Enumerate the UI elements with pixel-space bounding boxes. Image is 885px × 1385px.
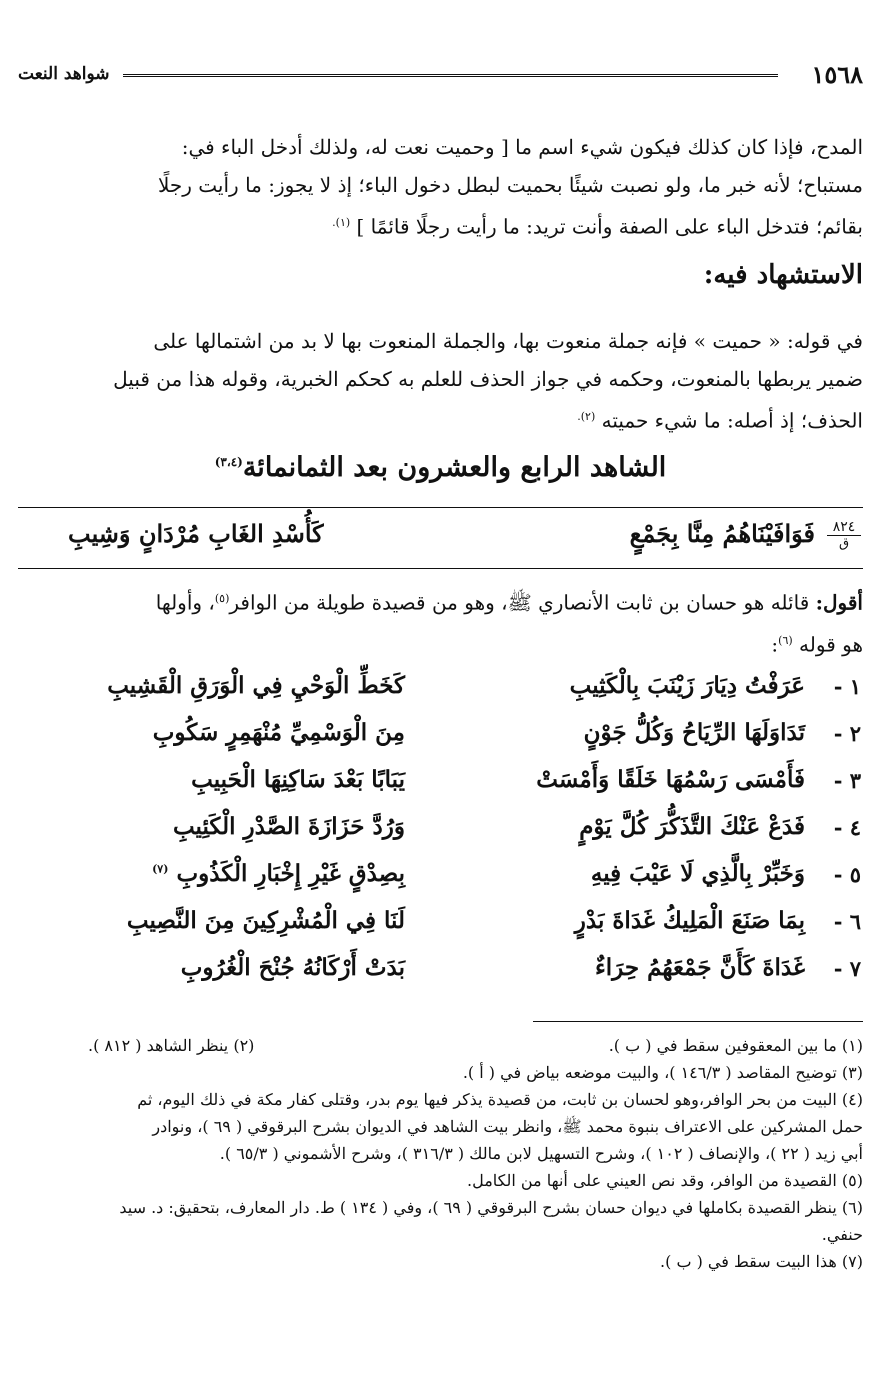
text-line: الحذف؛ إذ أصله: ما شيء حميته $^{(٢).}$ <box>577 408 863 433</box>
hemistich-second: لَنَا فِي الْمُشْرِكِينَ مِنَ النَّصِيبِ <box>126 907 405 934</box>
poem-line <box>18 813 863 860</box>
hemistich-second: كَأُسْدِ الغَابِ مُرْدَانٍ وَشِيبِ <box>68 519 324 548</box>
hemistich-second: مِنَ الْوَسْمِيِّ مُنْهَمِرٍ سَكُوبِ <box>152 719 405 746</box>
hemistich-second: بَدَتْ أَرْكَانُهُ جُنْحَ الْغُرُوبِ <box>180 954 405 981</box>
footnote-row <box>18 1032 863 1059</box>
main-verse <box>18 515 863 563</box>
hemistich-first: عَرَفْتُ دِيَارَ زَيْنَبَ بِالْكَثِيبِ <box>569 672 805 699</box>
poem-line <box>18 954 863 1001</box>
footnote-ref: (٧) <box>152 862 169 876</box>
line-number: ٤ - <box>833 815 861 840</box>
verse-number: ٨٢٤ ق <box>827 519 861 552</box>
footnote-7: (٧) هذا البيت سقط في ( ب ). <box>660 1252 863 1271</box>
line-number: ٣ - <box>833 768 861 793</box>
text-line: المدح، فإذا كان كذلك فيكون شيء اسم ما [ وحميت نعت له، ولذلك أدخل الباء في: <box>181 135 863 159</box>
istishhad-paragraph <box>18 322 863 440</box>
page-number: ١٥٦٨ <box>811 60 863 89</box>
footnotes <box>18 1032 863 1275</box>
footnote-ref: (٢). <box>577 410 596 423</box>
text-line: أقول: قائله هو حسان بن ثابت الأنصاري ﷺ، وهو من قصيدة طويلة من الوافر$^{(٥)}$، وأولها <box>155 590 863 615</box>
hemistich-second: كَخَطِّ الْوَحْيِ فِي الْوَرَقِ الْقَشِيبِ <box>107 672 405 699</box>
lead-word: أقول: <box>815 590 863 615</box>
footnote-6-cont: حنفي. <box>821 1225 863 1244</box>
footnote-4-cont: حمل المشركين على الاعتراف بنبوة محمد ﷺ، وانظر بيت الشاهد في الديوان بشرح البرقوقي ( ٦٩ )، ونوادر <box>152 1117 863 1136</box>
poem-line <box>18 719 863 766</box>
shahid-title: الشاهد الرابع والعشرون بعد الثمانمائة$^{(٣،٤)}$ <box>214 452 667 483</box>
running-header <box>18 60 863 94</box>
footnote-ref: (٣،٤) <box>214 455 243 469</box>
poem-line <box>18 860 863 907</box>
poem <box>18 672 863 1001</box>
footnote-ref: (١). <box>332 216 351 229</box>
header-rule <box>123 74 778 80</box>
verse-rule-top <box>18 507 863 508</box>
book-page <box>18 0 863 1385</box>
text-line: بقائم؛ فتدخل الباء على الصفة وأنت تريد: ما رأيت رجلًا قائمًا ] $^{(١).}$ <box>332 214 863 239</box>
text-line: في قوله: « حميت » فإنه جملة منعوت بها، والجملة المنعوت بها لا بد من اشتمالها على <box>153 329 863 353</box>
footnote-6: (٦) ينظر القصيدة بكاملها في ديوان حسان بشرح البرقوقي ( ٦٩ )، وفي ( ١٣٤ ) ط. دار المعارف، بتحقيق: د. سيد <box>119 1198 863 1217</box>
section-heading: الاستشهاد فيه: <box>703 260 863 290</box>
commentary-paragraph <box>18 580 863 663</box>
intro-paragraph <box>18 128 863 246</box>
running-title: شواهد النعت <box>18 64 110 84</box>
line-number: ٧ - <box>833 956 861 981</box>
hemistich-second: بِصِدْقٍ غَيْرِ إِخْبَارِ الْكَذُوبِ $^{(٧)}$ <box>152 860 405 887</box>
hemistich-second: يَبَابًا بَعْدَ سَاكِنِهَا الْحَبِيبِ <box>191 766 405 793</box>
line-number: ١ - <box>833 674 861 699</box>
hemistich-first: فَوَافَيْنَاهُمُ مِنَّا بِجَمْعٍ <box>629 519 815 548</box>
hemistich-first: تَدَاوَلَهَا الرِّيَاحُ وَكُلُّ جَوْنٍ <box>583 719 805 746</box>
verse-rule-bottom <box>18 568 863 569</box>
hemistich-first: وَخَبِّرْ بِالَّذِي لَا عَيْبَ فِيهِ <box>590 860 805 887</box>
poem-line <box>18 907 863 954</box>
line-number: ٢ - <box>833 721 861 746</box>
footnote-1: (١) ما بين المعقوفين سقط في ( ب ). <box>608 1036 863 1055</box>
text-line: هو قوله $^{(٦)}$: <box>771 632 863 657</box>
poem-line <box>18 766 863 813</box>
line-number: ٥ - <box>833 862 861 887</box>
footnote-4: (٤) البيت من بحر الوافر،وهو لحسان بن ثابت، من قصيدة يذكر فيها يوم بدر، وقتلى كفار مكة في ذلك اليوم، ثم <box>137 1090 863 1109</box>
line-number: ٦ - <box>833 909 861 934</box>
footnote-ref: (٦) <box>778 633 793 647</box>
poem-line <box>18 672 863 719</box>
hemistich-first: فَدَعْ عَنْكَ التَّذَكُّرَ كُلَّ يَوْمٍ <box>579 813 805 840</box>
footnote-5: (٥) القصيدة من الوافر، وقد نص العيني على أنها من الكامل. <box>466 1171 863 1190</box>
footnote-2: (٢) ينظر الشاهد ( ٨١٢ ). <box>88 1036 255 1055</box>
hemistich-first: فَأَمْسَى رَسْمُهَا خَلَقًا وَأَمْسَتْ <box>536 766 805 793</box>
footnote-ref: (٥) <box>214 592 230 605</box>
hemistich-first: بِمَا صَنَعَ الْمَلِيكُ غَدَاةَ بَدْرٍ <box>574 907 805 934</box>
footnote-rule <box>533 1021 863 1022</box>
footnote-4-cont: أبي زيد ( ٢٢ )، والإنصاف ( ١٠٢ )، وشرح التسهيل لابن مالك ( ٣١٦/٣ )، وشرح الأشموني ( ٦٥/٣ ). <box>219 1144 863 1163</box>
text-line: مستباح؛ لأنه خبر ما، ولو نصبت شيئًا بحميت لبطل دخول الباء؛ إذ لا يجوز: ما رأيت رجلًا <box>157 173 863 197</box>
hemistich-first: غَدَاةَ كَأَنَّ جَمْعَهُمُ حِرَاءٌ <box>594 954 805 981</box>
text-line: ضمير يربطها بالمنعوت، وحكمه في جواز الحذف للعلم به كحكم الخبرية، وقوله هذا من قبيل <box>113 367 863 391</box>
hemistich-second: وَرُدَّ حَزَازَةَ الصَّدْرِ الْكَئِيبِ <box>172 813 405 840</box>
footnote-3: (٣) توضيح المقاصد ( ١٤٦/٣ )، والبيت موضعه بياض في ( أ ). <box>462 1063 863 1082</box>
